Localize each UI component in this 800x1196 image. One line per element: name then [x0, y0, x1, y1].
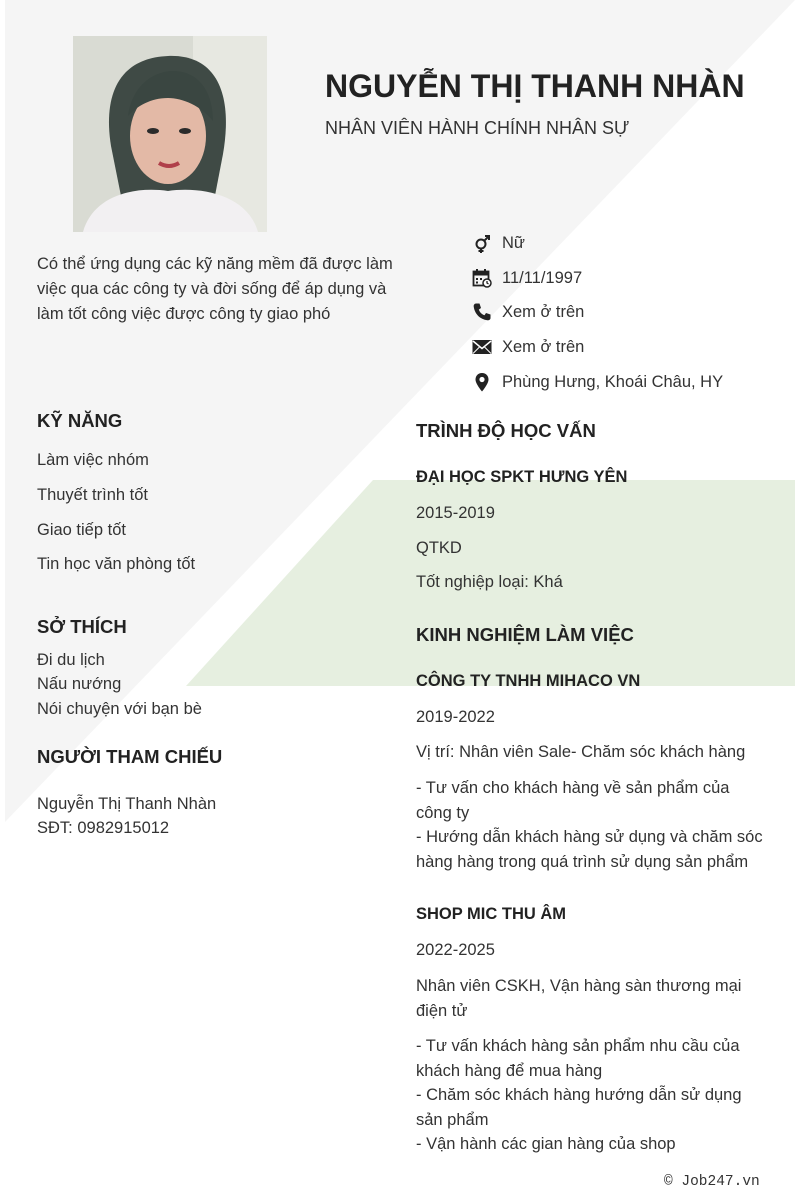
job-duty: - Hướng dẫn khách hàng sử dụng và chăm sóc hàng hàng trong quá trình sử dụng sản phẩm — [416, 828, 763, 871]
hobby-item: Nói chuyện với bạn bè — [37, 700, 202, 718]
education-heading: TRÌNH ĐỘ HỌC VẤN — [416, 420, 596, 441]
reference-name: Nguyễn Thị Thanh Nhàn — [37, 795, 217, 813]
candidate-position: NHÂN VIÊN HÀNH CHÍNH NHÂN SỰ — [325, 118, 630, 138]
email-value: Xem ở trên — [502, 337, 585, 356]
contact-gender — [472, 231, 525, 255]
job-company: SHOP MIC THU ÂM — [416, 905, 567, 923]
skill-item: Tin học văn phòng tốt — [37, 555, 196, 573]
address-value: Phùng Hưng, Khoái Châu, HY — [502, 372, 724, 391]
gender-icon — [472, 233, 492, 253]
skill-item: Giao tiếp tốt — [37, 521, 126, 539]
gender-value: Nữ — [502, 233, 525, 252]
mail-icon — [472, 337, 492, 357]
education-grade: Tốt nghiệp loại: Khá — [416, 573, 563, 591]
job-duty: - Tư vấn cho khách hàng về sản phẩm của công ty — [416, 779, 730, 822]
calendar-icon — [472, 268, 492, 288]
skill-item: Thuyết trình tốt — [37, 486, 148, 504]
footer-watermark: © Job247.vn — [664, 1174, 760, 1190]
phone-value: Xem ở trên — [502, 302, 585, 321]
candidate-name: NGUYỄN THỊ THANH NHÀN — [325, 68, 745, 104]
job-duty: - Chăm sóc khách hàng hướng dẫn sử dụng sản phẩm — [416, 1086, 742, 1129]
experience-heading: KINH NGHIỆM LÀM VIỆC — [416, 624, 634, 645]
job-period: 2019-2022 — [416, 708, 495, 726]
hobby-item: Nấu nướng — [37, 675, 122, 693]
job-role: Nhân viên CSKH, Vận hàng sàn thương mại điện tử — [416, 977, 742, 1020]
phone-icon — [472, 302, 492, 322]
hobby-item: Đi du lịch — [37, 651, 105, 669]
job-duty: - Vận hành các gian hàng của shop — [416, 1135, 676, 1153]
job-role: Vị trí: Nhân viên Sale- Chăm sóc khách hàng — [416, 743, 746, 761]
hobbies-heading: SỞ THÍCH — [37, 616, 127, 637]
school-name: ĐẠI HỌC SPKT HƯNG YÊN — [416, 468, 628, 486]
education-period: 2015-2019 — [416, 504, 495, 522]
job-period: 2022-2025 — [416, 941, 495, 959]
birthday-value: 11/11/1997 — [502, 268, 583, 287]
skills-heading: KỸ NĂNG — [37, 410, 123, 431]
contact-phone — [472, 300, 584, 324]
job-company: CÔNG TY TNHH MIHACO VN — [416, 672, 641, 690]
contact-birthday — [472, 266, 582, 290]
reference-phone: SĐT: 0982915012 — [37, 819, 170, 837]
career-summary: Có thể ứng dụng các kỹ năng mềm đã được làm việc qua các công ty và đời sống để áp dụng và làm tốt công việc được công ty giao phó — [37, 255, 393, 323]
education-major: QTKD — [416, 539, 462, 557]
skill-item: Làm việc nhóm — [37, 451, 149, 469]
location-icon — [472, 372, 492, 392]
contact-address — [472, 370, 723, 394]
references-heading: NGƯỜI THAM CHIẾU — [37, 746, 223, 767]
contact-email — [472, 335, 584, 359]
profile-photo — [73, 36, 267, 232]
job-duty: - Tư vấn khách hàng sản phẩm nhu cầu của khách hàng để mua hàng — [416, 1037, 740, 1080]
